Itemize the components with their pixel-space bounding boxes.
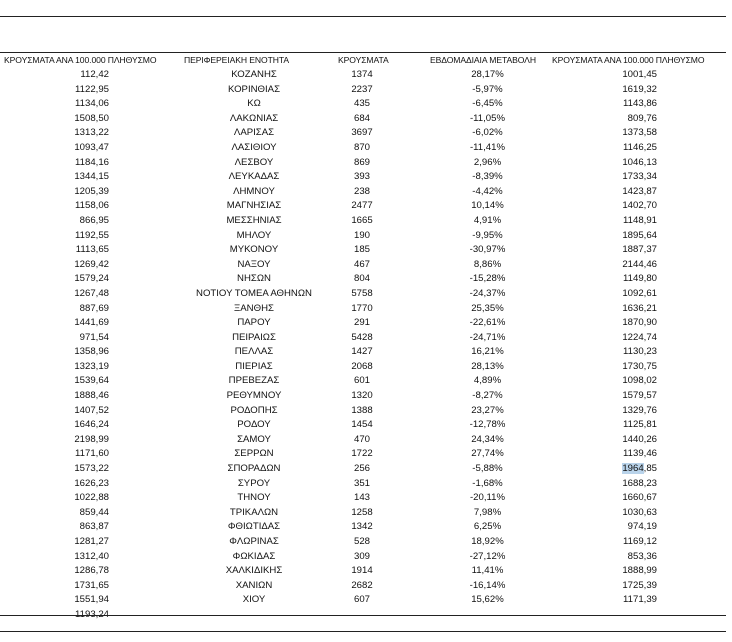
table-row (0, 404, 732, 419)
weekly-change-cell[interactable]: -24,71% (469, 331, 506, 343)
table-row (0, 229, 732, 244)
table-row (0, 170, 732, 185)
cases-per-100k-left-cell[interactable]: 1573,22 (74, 463, 109, 475)
cases-per-100k-left-cell[interactable]: 1281,27 (74, 536, 109, 547)
weekly-change-cell[interactable]: 11,41% (471, 565, 504, 577)
weekly-change-cell[interactable]: 10,14% (471, 200, 504, 212)
table-row (0, 360, 732, 375)
cases-per-100k-right-cell[interactable]: 1887,37 (622, 244, 657, 256)
cases-per-100k-right-cell[interactable]: 1125,81 (623, 419, 657, 431)
cases-cell[interactable]: 2068 (351, 360, 373, 372)
header-top-rule (0, 52, 726, 53)
regional-unit-cell[interactable]: ΜΑΓΝΗΣΙΑΣ (226, 200, 282, 212)
table-row (0, 389, 732, 404)
regional-unit-cell[interactable]: ΠΑΡΟΥ (237, 317, 271, 329)
table-row (0, 550, 732, 565)
regional-unit-cell[interactable]: ΦΩΚΙΔΑΣ (232, 550, 276, 562)
regional-unit-cell[interactable]: ΣΥΡΟΥ (237, 477, 271, 489)
cases-per-100k-left-cell[interactable]: 1184,16 (75, 156, 109, 168)
weekly-change-cell[interactable]: -27,12% (469, 550, 506, 562)
regional-unit-cell[interactable]: ΤΡΙΚΑΛΩΝ (229, 506, 279, 518)
cases-per-100k-right-cell[interactable]: 1730,75 (622, 360, 657, 372)
cases-per-100k-left-cell[interactable]: 1113,65 (75, 244, 109, 256)
weekly-change-cell[interactable]: -5,97% (472, 83, 503, 95)
table-row (0, 156, 732, 171)
table-row (0, 564, 732, 579)
cases-cell[interactable]: 1722 (351, 448, 373, 460)
weekly-change-cell[interactable]: 25,35% (471, 302, 504, 314)
cases-per-100k-left-cell[interactable]: 1626,23 (74, 477, 109, 489)
cases-cell[interactable]: 1320 (351, 390, 373, 402)
cases-per-100k-right-cell[interactable]: 1402,70 (622, 200, 657, 212)
cases-per-100k-right-cell[interactable]: 1636,21 (622, 302, 657, 314)
cases-per-100k-right-cell[interactable]: 1130,23 (623, 346, 657, 358)
weekly-change-cell[interactable]: 15,62% (471, 594, 504, 606)
cases-per-100k-left-cell[interactable]: 1158,06 (75, 200, 109, 212)
cases-cell[interactable]: 1342 (351, 521, 373, 533)
data-table (0, 68, 732, 623)
cases-cell[interactable]: 351 (353, 477, 370, 489)
weekly-change-cell[interactable]: -9,95% (472, 229, 503, 241)
table-row (0, 331, 732, 346)
weekly-change-cell[interactable]: 28,17% (471, 69, 504, 80)
regional-unit-cell[interactable]: ΞΑΝΘΗΣ (234, 302, 274, 314)
cases-cell[interactable]: 190 (353, 229, 370, 241)
cases-per-100k-right-cell[interactable]: 1098,02 (622, 375, 657, 387)
cases-per-100k-right-cell[interactable]: 1329,76 (622, 404, 657, 416)
table-row (0, 345, 732, 360)
weekly-change-cell[interactable]: 27,74% (471, 448, 504, 460)
cases-per-100k-left-cell[interactable]: 971,54 (79, 331, 109, 343)
cases-per-100k-left-cell[interactable]: 1122,95 (75, 83, 109, 95)
weekly-change-cell[interactable]: 8,86% (473, 258, 502, 270)
cases-per-100k-left-cell[interactable]: 1508,50 (74, 112, 109, 124)
cases-cell[interactable]: 1427 (351, 346, 373, 358)
cases-per-100k-left-cell[interactable]: 859,44 (79, 506, 109, 518)
cases-per-100k-right-cell[interactable]: 1373,58 (622, 127, 657, 139)
table-row (0, 374, 732, 389)
cases-cell[interactable]: 1374 (351, 69, 373, 80)
weekly-change-cell[interactable]: -6,45% (472, 98, 503, 110)
cases-per-100k-left-cell[interactable]: 1344,15 (74, 171, 109, 183)
regional-unit-cell[interactable]: ΧΑΝΙΩΝ (235, 579, 273, 591)
cases-cell[interactable]: 869 (353, 156, 370, 168)
regional-unit-cell[interactable]: ΛΕΣΒΟΥ (234, 156, 274, 168)
regional-unit-cell[interactable]: ΠΙΕΡΙΑΣ (235, 360, 273, 372)
cases-per-100k-right-cell[interactable]: 1148,91 (623, 214, 657, 226)
cases-cell[interactable]: 238 (353, 185, 370, 197)
cases-cell[interactable]: 291 (353, 317, 370, 329)
regional-unit-cell[interactable]: ΠΕΙΡΑΙΩΣ (232, 331, 276, 343)
cases-per-100k-right-cell[interactable]: 853,36 (627, 550, 657, 562)
cases-per-100k-left-cell[interactable]: 887,69 (79, 302, 109, 314)
header-cases-per-100k-left: ΚΡΟΥΣΜΑΤΑ ΑΝΑ 100.000 ΠΛΗΘΥΣΜΟ (4, 55, 157, 65)
cases-per-100k-left-cell[interactable]: 1323,19 (74, 360, 109, 372)
weekly-change-cell[interactable]: -11,05% (469, 112, 506, 124)
cases-per-100k-right-cell[interactable]: 1001,45 (622, 69, 657, 80)
cases-cell[interactable]: 804 (353, 273, 370, 285)
cases-per-100k-right-cell[interactable]: 1440,26 (622, 433, 657, 445)
cases-cell[interactable]: 1665 (351, 214, 373, 226)
regional-unit-cell[interactable]: ΧΙΟΥ (242, 594, 266, 606)
cases-per-100k-left-cell[interactable]: 1134,06 (75, 98, 109, 110)
cases-cell[interactable]: 2477 (351, 200, 373, 212)
header-regional-unit: ΠΕΡΙΦΕΡΕΙΑΚΗ ΕΝΟΤΗΤΑ (184, 55, 289, 65)
cases-per-100k-left-cell[interactable]: 2198,99 (74, 433, 109, 445)
weekly-change-cell[interactable]: 23,27% (471, 404, 504, 416)
cases-cell[interactable]: 528 (353, 536, 370, 547)
cases-per-100k-right-cell[interactable] (622, 462, 657, 477)
cases-cell[interactable]: 1388 (351, 404, 373, 416)
table-row (0, 433, 732, 448)
cases-per-100k-left-cell[interactable]: 1312,40 (74, 550, 109, 562)
top-border-rule (0, 16, 726, 17)
table-row (0, 272, 732, 287)
cases-per-100k-left-cell[interactable]: 1093,47 (74, 141, 109, 153)
table-row (0, 141, 732, 156)
table-row (0, 112, 732, 127)
weekly-change-cell[interactable]: 6,25% (473, 521, 502, 533)
cases-cell[interactable]: 470 (353, 433, 370, 445)
cases-per-100k-left-cell[interactable]: 1171,60 (75, 448, 109, 460)
cases-per-100k-left-cell[interactable]: 1267,48 (74, 287, 109, 299)
unselected-text: ,85 (643, 463, 657, 475)
regional-unit-cell[interactable]: ΣΑΜΟΥ (237, 433, 271, 445)
table-row (0, 199, 732, 214)
cases-per-100k-right-cell[interactable]: 1139,46 (623, 448, 657, 460)
regional-unit-cell[interactable]: ΛΕΥΚΑΔΑΣ (228, 171, 280, 183)
weekly-change-cell[interactable]: 16,21% (471, 346, 504, 358)
regional-unit-cell[interactable]: ΜΗΛΟΥ (236, 229, 272, 241)
table-row (0, 126, 732, 141)
cases-cell[interactable]: 143 (353, 492, 370, 504)
cases-cell[interactable]: 467 (353, 258, 370, 270)
table-row (0, 520, 732, 535)
cases-cell[interactable]: 1258 (351, 506, 373, 518)
cases-per-100k-left-cell[interactable]: 1205,39 (74, 185, 109, 197)
cases-per-100k-right-cell[interactable]: 1171,39 (623, 594, 657, 606)
table-row (0, 302, 732, 317)
weekly-change-cell[interactable]: -30,97% (469, 244, 506, 256)
cases-per-100k-left-cell[interactable]: 112,42 (80, 69, 109, 80)
cases-cell[interactable]: 3697 (351, 127, 373, 139)
table-row (0, 243, 732, 258)
cases-cell[interactable]: 5428 (351, 331, 373, 343)
cases-per-100k-right-cell[interactable]: 1895,64 (622, 229, 657, 241)
weekly-change-cell[interactable]: 7,98% (473, 506, 502, 518)
cases-per-100k-left-cell[interactable]: 866,95 (79, 214, 109, 226)
cases-per-100k-right-cell[interactable]: 1619,32 (622, 83, 657, 95)
cases-per-100k-right-cell[interactable]: 1169,12 (623, 536, 657, 547)
regional-unit-cell[interactable]: ΛΑΣΙΘΙΟΥ (231, 141, 277, 153)
table-row (0, 83, 732, 98)
weekly-change-cell[interactable]: -8,39% (472, 171, 503, 183)
cases-cell[interactable]: 870 (353, 141, 370, 153)
regional-unit-cell[interactable]: ΤΗΝΟΥ (237, 492, 271, 504)
cases-cell[interactable]: 684 (353, 112, 370, 124)
cases-per-100k-left-cell[interactable]: 1407,52 (74, 404, 109, 416)
cases-per-100k-left-cell[interactable]: 1539,64 (74, 375, 109, 387)
table-row (0, 287, 732, 302)
weekly-change-cell[interactable]: -22,61% (469, 317, 506, 329)
regional-unit-cell[interactable]: ΜΥΚΟΝΟΥ (229, 244, 279, 256)
cases-per-100k-left-cell[interactable]: 1192,55 (75, 229, 109, 241)
weekly-change-cell[interactable]: 4,89% (473, 375, 502, 387)
cases-per-100k-left-cell[interactable]: 863,87 (79, 521, 109, 533)
regional-unit-cell[interactable]: ΜΕΣΣΗΝΙΑΣ (226, 214, 282, 226)
regional-unit-cell[interactable]: ΦΘΙΩΤΙΔΑΣ (227, 521, 281, 533)
cases-per-100k-right-cell[interactable]: 1146,25 (623, 141, 657, 153)
table-row (0, 316, 732, 331)
regional-unit-cell[interactable]: ΡΕΘΥΜΝΟΥ (226, 390, 282, 402)
cases-per-100k-right-cell[interactable]: 1725,39 (622, 579, 657, 591)
cases-per-100k-right-cell[interactable]: 1149,80 (623, 273, 657, 285)
table-row (0, 447, 732, 462)
cases-cell[interactable]: 1914 (351, 565, 373, 577)
cases-cell[interactable]: 309 (353, 550, 370, 562)
regional-unit-cell[interactable]: ΚΟΖΑΝΗΣ (231, 69, 277, 80)
weekly-change-cell[interactable]: -5,88% (472, 463, 503, 475)
weekly-change-cell[interactable]: 18,92% (471, 536, 504, 547)
weekly-change-cell[interactable]: -15,28% (469, 273, 506, 285)
weekly-change-cell[interactable]: 24,34% (471, 433, 504, 445)
cases-cell[interactable]: 2237 (351, 83, 373, 95)
regional-unit-cell[interactable]: ΛΑΡΙΣΑΣ (233, 127, 275, 139)
weekly-change-cell[interactable]: -1,68% (472, 477, 503, 489)
regional-unit-cell[interactable]: ΦΛΩΡΙΝΑΣ (229, 536, 279, 547)
regional-unit-cell[interactable]: ΡΟΔΟΥ (237, 419, 271, 431)
cases-per-100k-left-cell[interactable]: 1313,22 (74, 127, 109, 139)
table-row (0, 258, 732, 273)
regional-unit-cell[interactable]: ΡΟΔΟΠΗΣ (230, 404, 278, 416)
table-row (0, 185, 732, 200)
regional-unit-cell[interactable]: ΠΡΕΒΕΖΑΣ (228, 375, 280, 387)
cases-per-100k-left-cell[interactable]: 1551,94 (74, 594, 109, 606)
cases-cell[interactable]: 393 (353, 171, 370, 183)
table-row (0, 593, 732, 608)
table-row (0, 535, 732, 550)
table-row (0, 506, 732, 521)
cases-per-100k-left-cell[interactable]: 1022,88 (74, 492, 109, 504)
bottom-rule-1 (0, 615, 726, 616)
table-row (0, 477, 732, 492)
cases-per-100k-right-cell[interactable]: 1870,90 (622, 317, 657, 329)
cases-per-100k-right-cell[interactable]: 1092,61 (622, 287, 657, 299)
cases-cell[interactable]: 185 (353, 244, 370, 256)
cases-per-100k-right-cell[interactable]: 1888,99 (622, 565, 657, 577)
cases-cell[interactable]: 2682 (351, 579, 373, 591)
cases-per-100k-left-cell[interactable]: 1358,96 (74, 346, 109, 358)
regional-unit-cell[interactable]: ΝΑΞΟΥ (237, 258, 271, 270)
cases-per-100k-right-cell[interactable]: 974,19 (627, 521, 657, 533)
weekly-change-cell[interactable]: -20,11% (469, 492, 506, 504)
cases-cell[interactable]: 1770 (351, 302, 373, 314)
regional-unit-cell[interactable]: ΚΟΡΙΝΘΙΑΣ (227, 83, 281, 95)
cases-per-100k-right-cell[interactable]: 1660,67 (622, 492, 657, 504)
regional-unit-cell[interactable]: ΣΠΟΡΑΔΩΝ (227, 463, 281, 475)
regional-unit-cell[interactable]: ΛΑΚΩΝΙΑΣ (229, 112, 279, 124)
weekly-change-cell[interactable]: 28,13% (471, 360, 504, 372)
regional-unit-cell[interactable]: ΚΩ (247, 98, 261, 110)
cases-per-100k-left-cell[interactable]: 1579,24 (74, 273, 109, 285)
table-row (0, 418, 732, 433)
bottom-rule-2 (0, 631, 726, 632)
weekly-change-cell[interactable]: -24,37% (469, 287, 506, 299)
weekly-change-cell[interactable]: -16,14% (469, 579, 506, 591)
cases-per-100k-right-cell[interactable]: 1030,63 (622, 506, 657, 518)
weekly-change-cell[interactable]: -12,78% (469, 419, 506, 431)
table-row (0, 579, 732, 594)
cases-per-100k-left-cell[interactable]: 1646,24 (74, 419, 109, 431)
cases-cell[interactable]: 256 (353, 463, 370, 475)
cases-cell[interactable]: 601 (353, 375, 370, 387)
cases-per-100k-left-cell[interactable]: 1286,78 (74, 565, 109, 577)
cases-per-100k-right-cell[interactable]: 1579,57 (622, 390, 657, 402)
header-weekly-change: ΕΒΔΟΜΑΔΙΑΙΑ ΜΕΤΑΒΟΛΗ (430, 55, 536, 65)
cases-per-100k-right-cell[interactable]: 1423,87 (622, 185, 657, 197)
selected-text-highlight[interactable]: 1964 (622, 463, 644, 475)
cases-cell[interactable]: 607 (353, 594, 370, 606)
weekly-change-cell[interactable]: 4,91% (473, 214, 502, 226)
table-row (0, 462, 732, 477)
cases-cell[interactable]: 435 (353, 98, 370, 110)
cases-per-100k-right-cell[interactable]: 1224,74 (622, 331, 657, 343)
cases-per-100k-right-cell[interactable]: 1733,34 (622, 171, 657, 183)
header-cases: ΚΡΟΥΣΜΑΤΑ (338, 55, 389, 65)
table-row (0, 97, 732, 112)
cases-per-100k-left-cell[interactable]: 1888,46 (74, 390, 109, 402)
regional-unit-cell[interactable]: ΝΗΣΩΝ (237, 273, 271, 285)
weekly-change-cell[interactable]: -6,02% (472, 127, 503, 139)
regional-unit-cell[interactable]: ΧΑΛΚΙΔΙΚΗΣ (225, 565, 283, 577)
regional-unit-cell[interactable]: ΝΟΤΙΟΥ ΤΟΜΕΑ ΑΘΗΝΩΝ (196, 287, 312, 299)
cases-per-100k-right-cell[interactable]: 1688,23 (622, 477, 657, 489)
regional-unit-cell[interactable]: ΛΗΜΝΟΥ (233, 185, 275, 197)
cases-per-100k-right-cell[interactable]: 1143,86 (623, 98, 657, 110)
table-row (0, 491, 732, 506)
cases-per-100k-left-cell[interactable]: 1441,69 (74, 317, 109, 329)
cases-cell[interactable]: 5758 (351, 287, 373, 299)
cases-per-100k-left-cell[interactable]: 1269,42 (74, 258, 109, 270)
regional-unit-cell[interactable]: ΣΕΡΡΩΝ (234, 448, 274, 460)
weekly-change-cell[interactable]: 2,96% (473, 156, 502, 168)
table-row (0, 68, 732, 83)
weekly-change-cell[interactable]: -8,27% (472, 390, 503, 402)
cases-per-100k-right-cell[interactable]: 809,76 (627, 112, 657, 124)
weekly-change-cell[interactable]: -4,42% (472, 185, 503, 197)
header-cases-per-100k-right: ΚΡΟΥΣΜΑΤΑ ΑΝΑ 100.000 ΠΛΗΘΥΣΜΟ (552, 55, 705, 65)
weekly-change-cell[interactable]: -11,41% (469, 141, 506, 153)
cases-cell[interactable]: 1454 (351, 419, 373, 431)
regional-unit-cell[interactable]: ΠΕΛΛΑΣ (234, 346, 274, 358)
cases-per-100k-right-cell[interactable]: 2144,46 (622, 258, 657, 270)
table-row (0, 214, 732, 229)
cases-per-100k-left-cell[interactable]: 1731,65 (74, 579, 109, 591)
cases-per-100k-right-cell[interactable]: 1046,13 (622, 156, 657, 168)
